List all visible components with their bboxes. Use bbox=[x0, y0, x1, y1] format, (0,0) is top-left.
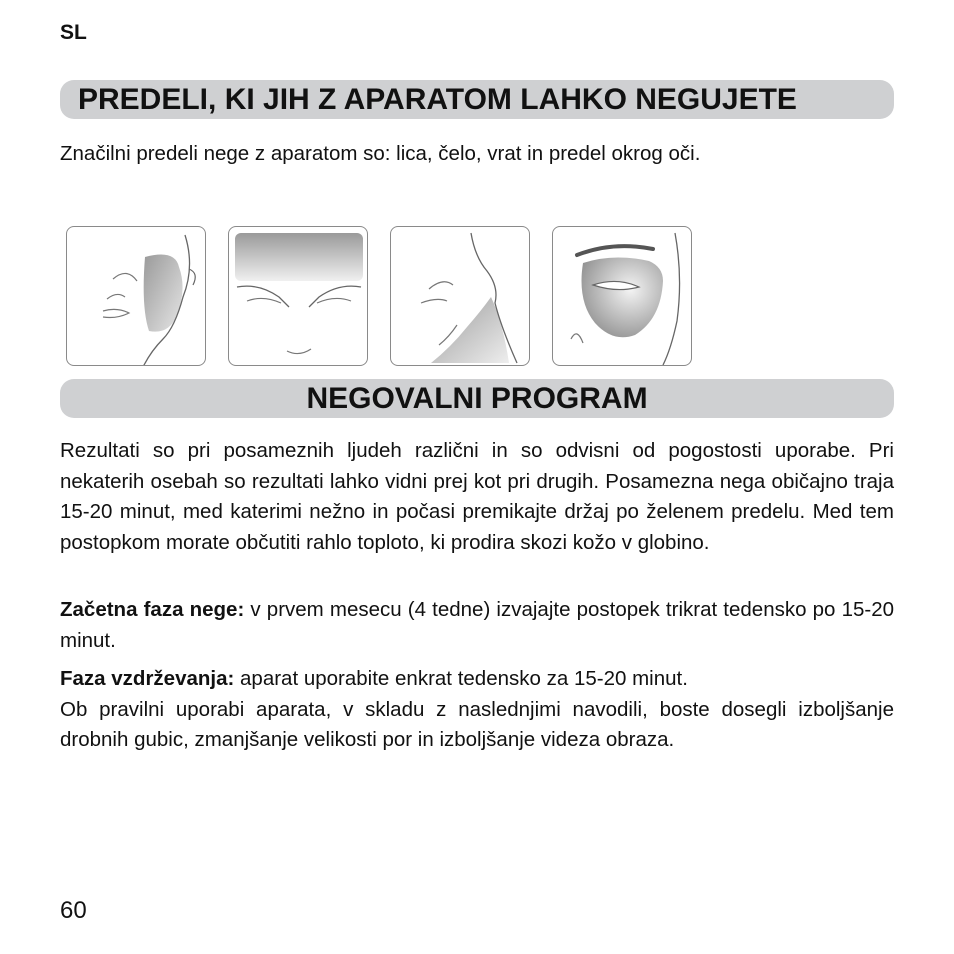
results-paragraph: Rezultati so pri posameznih ljudeh različni in so odvisni od pogostosti uporabe. Pri nekaterih osebah so rezultati lahko vidni prej kot pri drugih. Posamezna nega običajno traja 15-20 minut, med katerimi nežno in počasi premikajte držaj po želenem predelu. Med tem postopkom morate občutiti rahlo toploto, ki prodira skozi kožo v globino. bbox=[60, 439, 894, 554]
initial-phase-label: Začetna faza nege: bbox=[60, 598, 245, 621]
maintenance-phase-text: aparat uporabite enkrat tedensko za 15-20 minut. bbox=[234, 667, 688, 690]
section-heading-treatment-areas bbox=[60, 80, 894, 119]
closing-text: Ob pravilni uporabi aparata, v skladu z naslednjimi navodili, boste dosegli izboljšanje drobnih gubic, zmanjšanje velikosti por in izboljšanje videza obraza. bbox=[60, 697, 894, 751]
section-heading-text: PREDELI, KI JIH Z APARATOM LAHKO NEGUJETE bbox=[78, 82, 797, 116]
maintenance-phase-label: Faza vzdrževanja: bbox=[60, 667, 235, 690]
language-code: SL bbox=[60, 21, 87, 44]
section-heading-program bbox=[60, 379, 894, 418]
page-number: 60 bbox=[60, 897, 87, 924]
forehead-area-illustration bbox=[228, 226, 368, 366]
maintenance-phase-line bbox=[60, 664, 894, 695]
intro-paragraph: Značilni predeli nege z aparatom so: lica, čelo, vrat in predel okrog oči. bbox=[60, 142, 701, 165]
initial-phase-text: v prvem mesecu (4 tedne) izvajajte postopek trikrat tedensko po 15-20 minut. bbox=[60, 598, 894, 652]
cheek-area-illustration bbox=[66, 226, 206, 366]
initial-phase-paragraph bbox=[60, 595, 894, 656]
eye-area-illustration bbox=[552, 226, 692, 366]
maintenance-phase-paragraph bbox=[60, 664, 894, 756]
section-heading-text: NEGOVALNI PROGRAM bbox=[306, 381, 648, 415]
neck-area-illustration bbox=[390, 226, 530, 366]
